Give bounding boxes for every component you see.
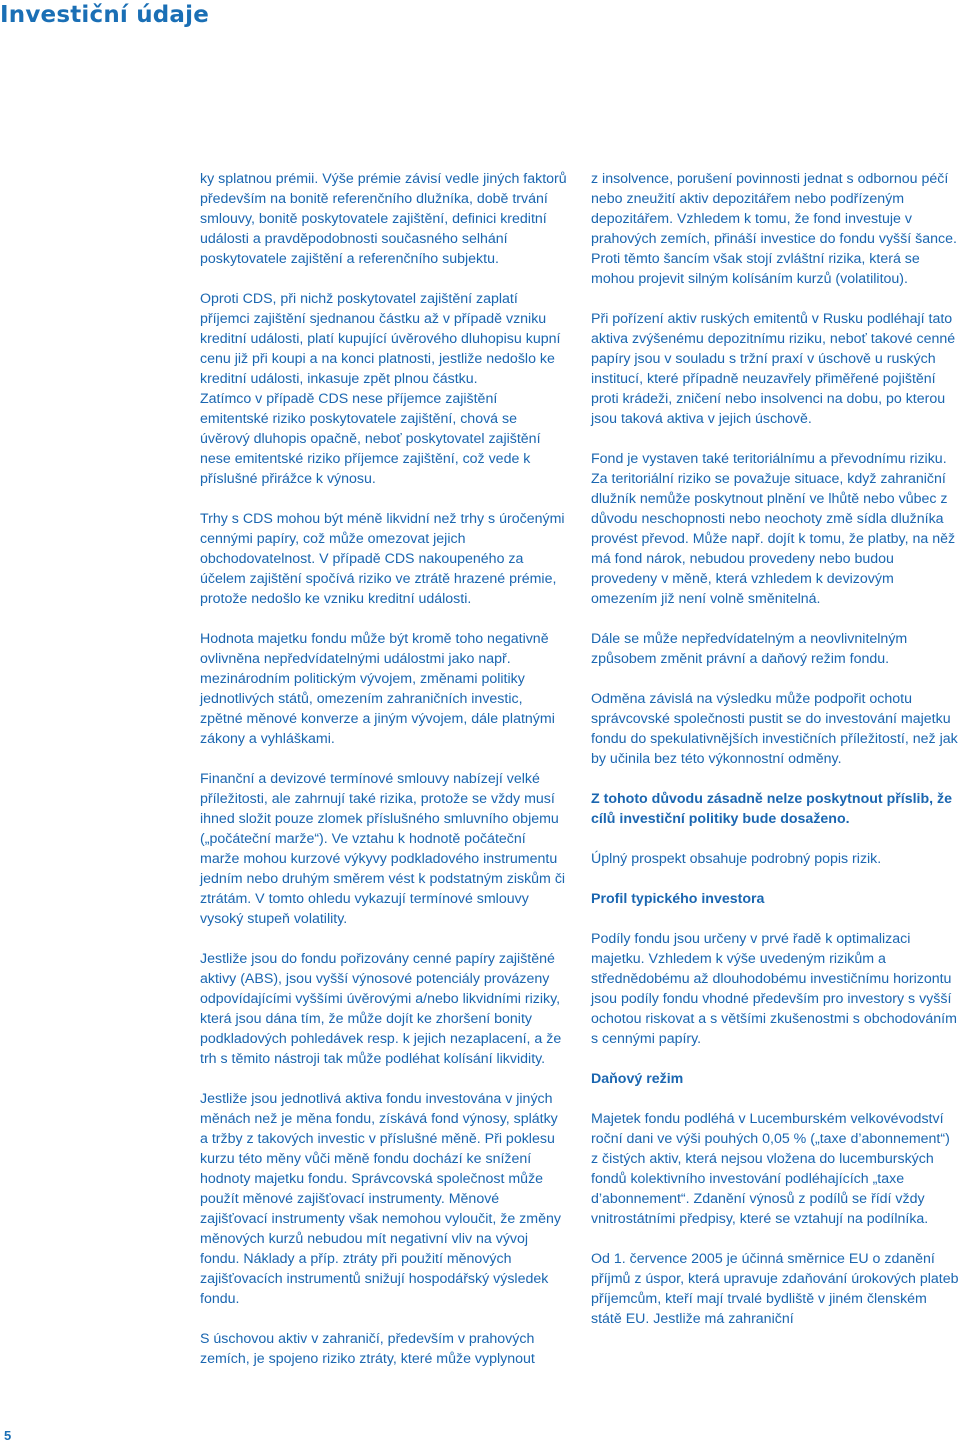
page-number: 5 bbox=[4, 1428, 12, 1443]
paragraph-unforeseen-events: Hodnota majetku fondu může být kromě toho negativně ovlivněna nepředvídatelnými událostmi jako např. mezinárodním politickým vývojem, změnami politiky jednotlivých států, omezením zahraničních investic, zpětné měnové konverze a jiným vývojem, dále platnými zákony a vyhláškami. bbox=[200, 631, 555, 747]
paragraph-russian-issuers: Při pořízení aktiv ruských emitentů v Rusku podléhají tato aktiva zvýšenému depozitnímu riziku, neboť takové cenné papíry jsou v souladu s tržní praxí v úschově u ruských institucí, které případně neuzavřely přiměřené pojištění proti krádeži, zničení nebo insolvenci na dobu, po kterou jsou taková aktiva v jejich úschově. bbox=[591, 311, 956, 427]
paragraph-currency-risk: Jestliže jsou jednotlivá aktiva fondu investována v jiných měnách než je měna fondu, získává fond výnosy, splátky a tržby z takových investic v příslušné měně. Při poklesu kurzu této měny vůči měně fondu dochází ke snížení hodnoty majetku fondu. Správcovská společnost může použít měnové zajišťovací instrumenty. Měnové zajišťovací instrumenty však nemohou vyloučit, že změny měnových kurzů nebudou mít negativní vliv na vývoj fondu. Náklady a příp. ztráty při použití měnových zajišťovacích instrumentů snižují hospodářský výsledek fondu. bbox=[200, 1091, 561, 1307]
paragraph-no-guarantee: Z tohoto důvodu zásadně nelze poskytnout příslib, že cílů investiční politiky bude dosaženo. bbox=[591, 791, 953, 827]
paragraph-cds-vs-credit-bond: Oproti CDS, při nichž poskytovatel zajištění zaplatí příjemci zajištění sjednanou částku až v případě vzniku kreditní události, platí kupující úvěrového dluhopisu kupní cenu již při koupi a na konci platnosti, jestliže nedošlo ke kreditní události, inkasuje zpět plnou částku. bbox=[200, 291, 561, 387]
paragraph-issuer-risk: Zatímco v případě CDS nese příjemce zajištění emitentské riziko poskytovatele zajištění, chová se úvěrový dluhopis opačně, neboť poskytovatel zajištění nese emitentské riziko příjemce zajištění, což vede k příslušné přirážce k výnosu. bbox=[200, 391, 541, 487]
paragraph-cds-liquidity: Trhy s CDS mohou být méně likvidní než trhy s úročenými cennými papíry, což může omezovat jejich obchodovatelnost. V případě CDS nakoupeného za účelem zajištění spočívá riziko ve ztrátě hrazené prémie, protože nedošlo ke vzniku kreditní události. bbox=[200, 511, 565, 607]
paragraph-futures-contracts: Finanční a devizové termínové smlouvy nabízejí velké příležitosti, ale zahrnují také rizika, protože se vždy musí ihned složit pouze zlomek příslušného smluvního objemu („počáteční marže“). Ve vztahu k hodnotě počáteční marže mohou kurzové výkyvy podkladového instrumentu jedním nebo druhým směrem vést k podstatným ziskům či ztrátám. V tomto ohledu vykazují termínové smlouvy vysoký stupeň volatility. bbox=[200, 771, 566, 927]
paragraph-performance-fee: Odměna závislá na výsledku může podpořit ochotu správcovské společnosti pustit se do investování majetku fondu do spekulativnějších investičních příležitostí, než jak by učinila bez této výkonnostní odměny. bbox=[591, 691, 958, 767]
heading-tax-regime: Daňový režim bbox=[591, 1071, 684, 1087]
paragraph-investor-profile: Podíly fondu jsou určeny v prvé řadě k optimalizaci majetku. Vzhledem k výše uvedeným rizikům a střednědobému až dlouhodobému investičnímu horizontu jsou podíly fondu vhodné především pro investory s vyšší ochotou riskovat a s většími zkušenostmi s obchodováním s cennými papíry. bbox=[591, 931, 957, 1047]
paragraph-legal-tax-change: Dále se může nepředvídatelným a neovlivnitelným způsobem změnit právní a daňový režim fondu. bbox=[591, 631, 908, 667]
paragraph-eu-savings-directive: Od 1. července 2005 je účinná směrnice EU o zdanění příjmů z úspor, která upravuje zdaňování úrokových plateb příjemcům, kteří mají trvalé bydliště v jiném členském státě EU. Jestliže má zahraniční bbox=[591, 1251, 959, 1327]
paragraph-cds-premium: ky splatnou prémii. Výše prémie závisí vedle jiných faktorů především na bonitě referenčního dlužníka, době trvání smlouvy, bonitě poskytovatele zajištění, definici kreditní události a pravděpodobnosti současného selhání poskytovatele zajištění a referenčního subjektu. bbox=[200, 171, 567, 267]
heading-investor-profile: Profil typického investora bbox=[591, 891, 765, 907]
left-text-column bbox=[200, 169, 568, 1389]
paragraph-insolvency: z insolvence, porušení povinnosti jednat s odbornou péčí nebo zneužití aktiv depozitářem nebo podřízeným depozitářem. Vzhledem k tomu, že fond investuje v prahových zemích, přináší investice do fondu vyšší šance. Proti těmto šancím však stojí zvláštní rizika, která se mohou projevit silným kolísáním kurzů (volatilitou). bbox=[591, 171, 957, 287]
page-title: Investiční údaje bbox=[0, 2, 210, 28]
paragraph-taxe-abonnement: Majetek fondu podléhá v Lucemburském velkovévodství roční dani ve výši pouhých 0,05 % („taxe d’abonnement“) z čistých aktiv, která nejsou vložena do lucemburských fondů kolektivního investování podléhajících „taxe d’abonnement“. Zdanění výnosů z podílů se řídí vždy vnitrostátními předpisy, které se vztahují na podílníka. bbox=[591, 1111, 950, 1227]
paragraph-territorial-risk: Fond je vystaven také teritoriálnímu a převodnímu riziku. Za teritoriální riziko se považuje situace, když zahraniční dlužník nemůže poskytnout plnění ve lhůtě nebo vůbec z důvodu neschopnosti nebo neochoty změ sídla dlužníka provést převod. Může např. dojít k tomu, že platby, na něž má fond nárok, nebudou provedeny nebo budou provedeny v měně, která vzhledem k devizovým omezením již není volně směnitelná. bbox=[591, 451, 956, 607]
paragraph-abs-securities: Jestliže jsou do fondu pořizovány cenné papíry zajištěné aktivy (ABS), jsou vyšší výnosové potenciály provázeny odpovídajícími vyššími úvěrovými a/nebo likvidními riziky, která jsou dána tím, že může dojít ke zhoršení bonity podkladových pohledávek resp. k jejich nezaplacení, a že trh s těmito nástroji tak může podléhat kolísání likvidity. bbox=[200, 951, 562, 1067]
paragraph-custody-risk: S úschovou aktiv v zahraničí, především v prahových zemích, je spojeno riziko ztráty, které může vyplynout bbox=[200, 1331, 535, 1367]
paragraph-full-prospectus: Úplný prospekt obsahuje podrobný popis rizik. bbox=[591, 851, 882, 867]
right-text-column bbox=[591, 169, 959, 1349]
